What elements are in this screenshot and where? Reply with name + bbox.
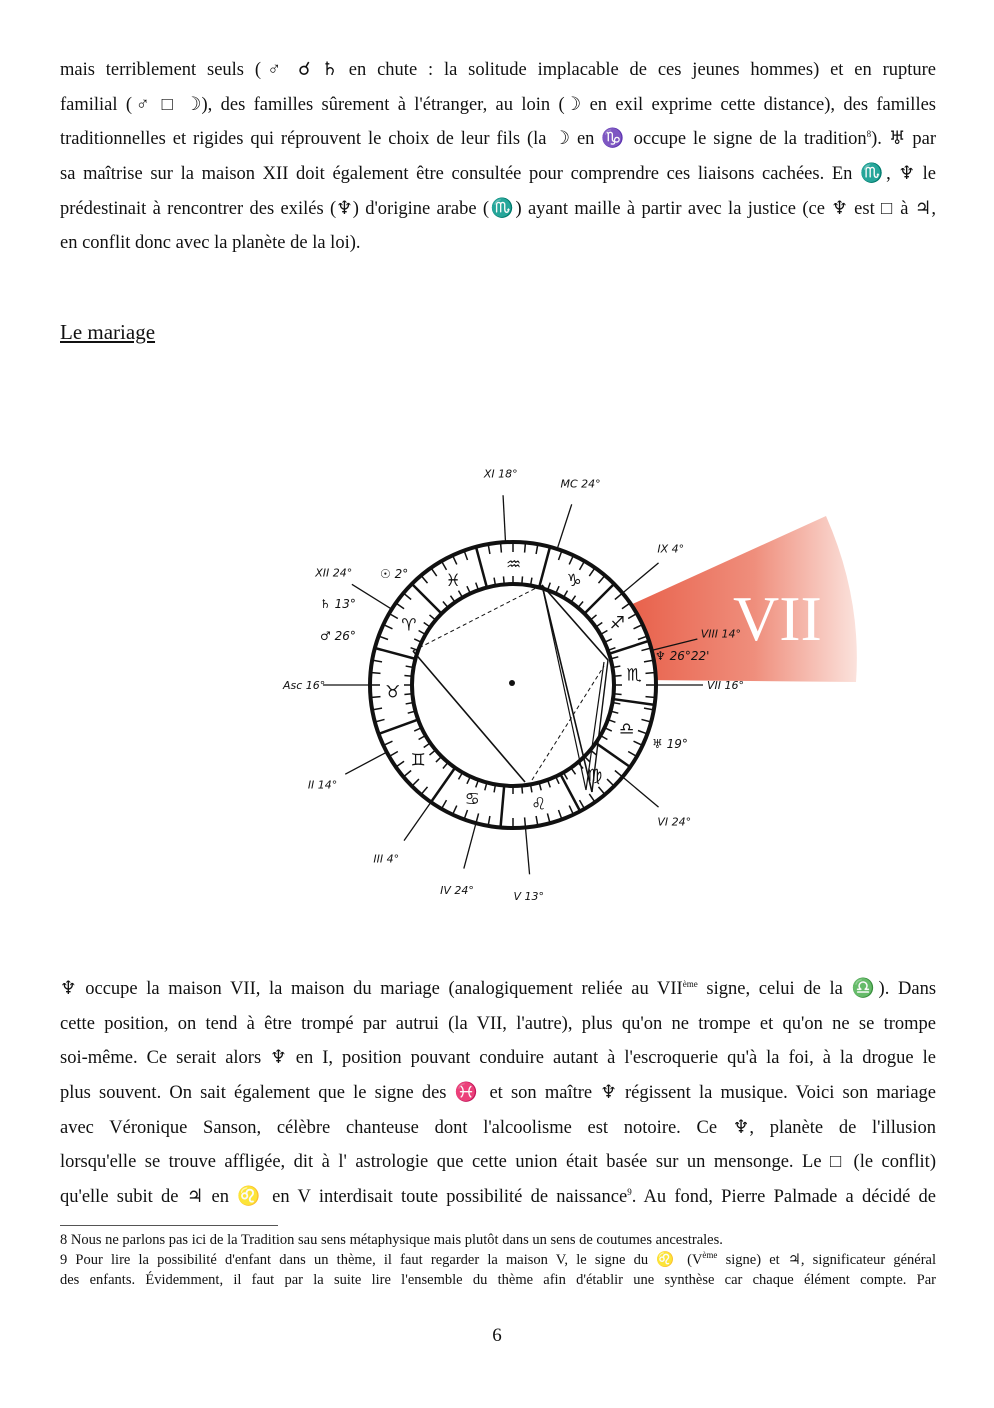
house-cusp-arrow	[464, 823, 476, 868]
text-line	[60, 1180, 936, 1215]
text-line: cette position, on tend à être trompé par autrui (la VII, l'autre), plus qu'on ne trompe et qu'on ne se trompe	[60, 1013, 936, 1034]
degree-tick	[371, 673, 381, 674]
degree-tick	[501, 817, 502, 827]
zodiac-sign-glyph: ♒	[506, 555, 522, 575]
house-cusp-arrow	[623, 563, 659, 593]
degree-tick	[614, 694, 622, 695]
footnote-8: 8 Nous ne parlons pas ici de la Tradition sau sens métaphysique mais plutôt dans un sens de coutumes ancestrales.	[60, 1232, 723, 1248]
house-cusp-arrow	[352, 584, 392, 609]
text-line	[60, 972, 936, 1007]
text-line: soi-même. Ce serait alors ♆ en I, position pouvant conduire autant à l'escroquerie qu'à la foi, à la drogue le	[60, 1048, 936, 1069]
zodiac-sign-glyph: ♎	[618, 719, 635, 740]
house-cusp-arrow	[623, 777, 659, 807]
house-cusp-arrow	[404, 802, 431, 841]
planet-label: ♆ 26°22'	[655, 649, 710, 663]
text-line	[60, 122, 936, 157]
zodiac-sign-glyph: ♍	[586, 765, 603, 786]
superscript: ème	[702, 1250, 718, 1261]
superscript: ème	[682, 978, 698, 989]
degree-tick	[525, 543, 526, 553]
text: signe, celui de la ♎). Dans	[697, 979, 937, 999]
cusp-label: IV 24°	[440, 883, 474, 897]
planet-label: ♂ 26°	[320, 629, 356, 643]
degree-tick	[525, 817, 526, 827]
zodiac-sign-glyph: ♌	[531, 794, 547, 815]
cusp-label: XII 24°	[315, 566, 353, 580]
zodiac-sign-glyph: ♋	[464, 789, 480, 810]
planet-label: ♅ 19°	[652, 737, 688, 751]
zodiac-sign-glyph: ♏	[626, 665, 642, 686]
cusp-label: IX 4°	[657, 542, 685, 556]
degree-tick	[645, 697, 655, 698]
house-cusp-arrow	[525, 827, 529, 874]
cusp-label: VIII 14°	[700, 627, 741, 641]
degree-tick	[522, 786, 523, 794]
degree-tick	[504, 786, 505, 794]
text-line: lorsqu'elle se trouve affligée, dit à l' astrologie que cette union était basée sur un mensonge. Le □ (le conflit)	[60, 1152, 936, 1173]
house-vii-label: VII	[733, 583, 822, 654]
cusp-label: VII 16°	[707, 679, 745, 692]
cusp-label: III 4°	[373, 852, 400, 866]
degree-tick	[522, 576, 523, 584]
zodiac-sign-glyph: ♉	[385, 682, 401, 703]
paragraph-2	[60, 972, 936, 1215]
footnote-9	[60, 1251, 936, 1290]
degree-tick	[371, 697, 381, 698]
text: qu'elle subit de ♃ en ♌ en V interdisait toute possibilité de naissance	[60, 1187, 628, 1208]
house-cusp-arrow	[345, 752, 386, 774]
zodiac-sign-glyph: ♐	[609, 613, 625, 634]
paragraph-1	[60, 53, 936, 261]
text: 9 Pour lire la possibilité d'enfant dans un thème, il faut regarder la maison V, le signe du ♌ (V	[60, 1252, 703, 1268]
footnote-line: des enfants. Évidemment, il faut par la suite lire l'ensemble du thème afin d'établir une synthèse car chaque élément compte. Par	[60, 1271, 936, 1288]
text-line: prédestinait à rencontrer des exilés (♆) d'origine arabe (♏) ayant maille à partir avec la justice (ce ♆ est □ à ♃,	[60, 198, 936, 219]
text-line: plus souvent. On sait également que le signe des ♓ et son maître ♆ régissent la musique. Voici son mariage	[60, 1083, 936, 1104]
zodiac-sign-glyph: ♊	[410, 750, 426, 771]
degree-tick	[404, 694, 412, 695]
planet-label: ♄ 13°	[320, 597, 356, 611]
text-line: sa maîtrise sur la maison XII doit également être consultée pour comprendre ces liaisons cachées. En ♏, ♆ le	[60, 164, 936, 185]
cusp-label: Asc 16°	[283, 679, 326, 692]
zodiac-wheel	[323, 495, 703, 874]
cusp-label: II 14°	[307, 778, 338, 792]
text-line: familial (♂ □ ☽), des familles sûrement à l'étranger, au loin (☽ en exil exprime cette distance), des familles	[60, 94, 936, 115]
cusp-label: VI 24°	[657, 815, 692, 829]
astrological-chart	[270, 440, 870, 910]
house-cusp-arrow	[503, 495, 505, 542]
degree-tick	[504, 576, 505, 584]
footnote-separator	[60, 1225, 278, 1226]
text: traditionnelles et rigides qui réprouvent le choix de leur fils (la ☽ en ♑ occupe le signe de la tradition	[60, 129, 867, 150]
text-line: en conflit donc avec la planète de la loi).	[60, 233, 361, 254]
degree-tick	[614, 676, 622, 677]
degree-tick	[645, 673, 655, 674]
zodiac-sign-glyph: ♓	[445, 571, 461, 592]
text: signe) et ♃, significateur général	[717, 1252, 936, 1268]
house-cusp-arrow	[557, 504, 572, 549]
degree-tick	[501, 543, 502, 553]
text-line: mais terriblement seuls (♂ ☌ ♄ en chute : la solitude implacable de ces jeunes hommes) et en rupture	[60, 60, 936, 80]
footnote-ref-8[interactable]: 8	[866, 129, 872, 140]
cusp-label: XI 18°	[483, 467, 518, 481]
zodiac-sign-glyph: ♈	[401, 615, 417, 636]
section-heading: Le mariage	[60, 320, 156, 344]
zodiac-sign-glyph: ♑	[566, 571, 582, 592]
text: . Au fond, Pierre Palmade a décidé de	[631, 1187, 936, 1208]
footnote-line	[60, 1251, 936, 1271]
degree-tick	[404, 676, 412, 677]
cusp-label: MC 24°	[560, 477, 601, 491]
text: ♆ occupe la maison VII, la maison du mariage (analogiquement reliée au VII	[60, 979, 683, 999]
page-number: 6	[492, 1325, 502, 1346]
footnote-ref-9[interactable]: 9	[627, 1186, 632, 1197]
planet-label: ☉ 2°	[380, 567, 409, 581]
text: ). ♅ par	[871, 129, 936, 150]
cusp-label: V 13°	[513, 890, 545, 904]
text-line: avec Véronique Sanson, célèbre chanteuse dont l'alcoolisme est notoire. Ce ♆, planète de l'illusion	[60, 1117, 936, 1138]
